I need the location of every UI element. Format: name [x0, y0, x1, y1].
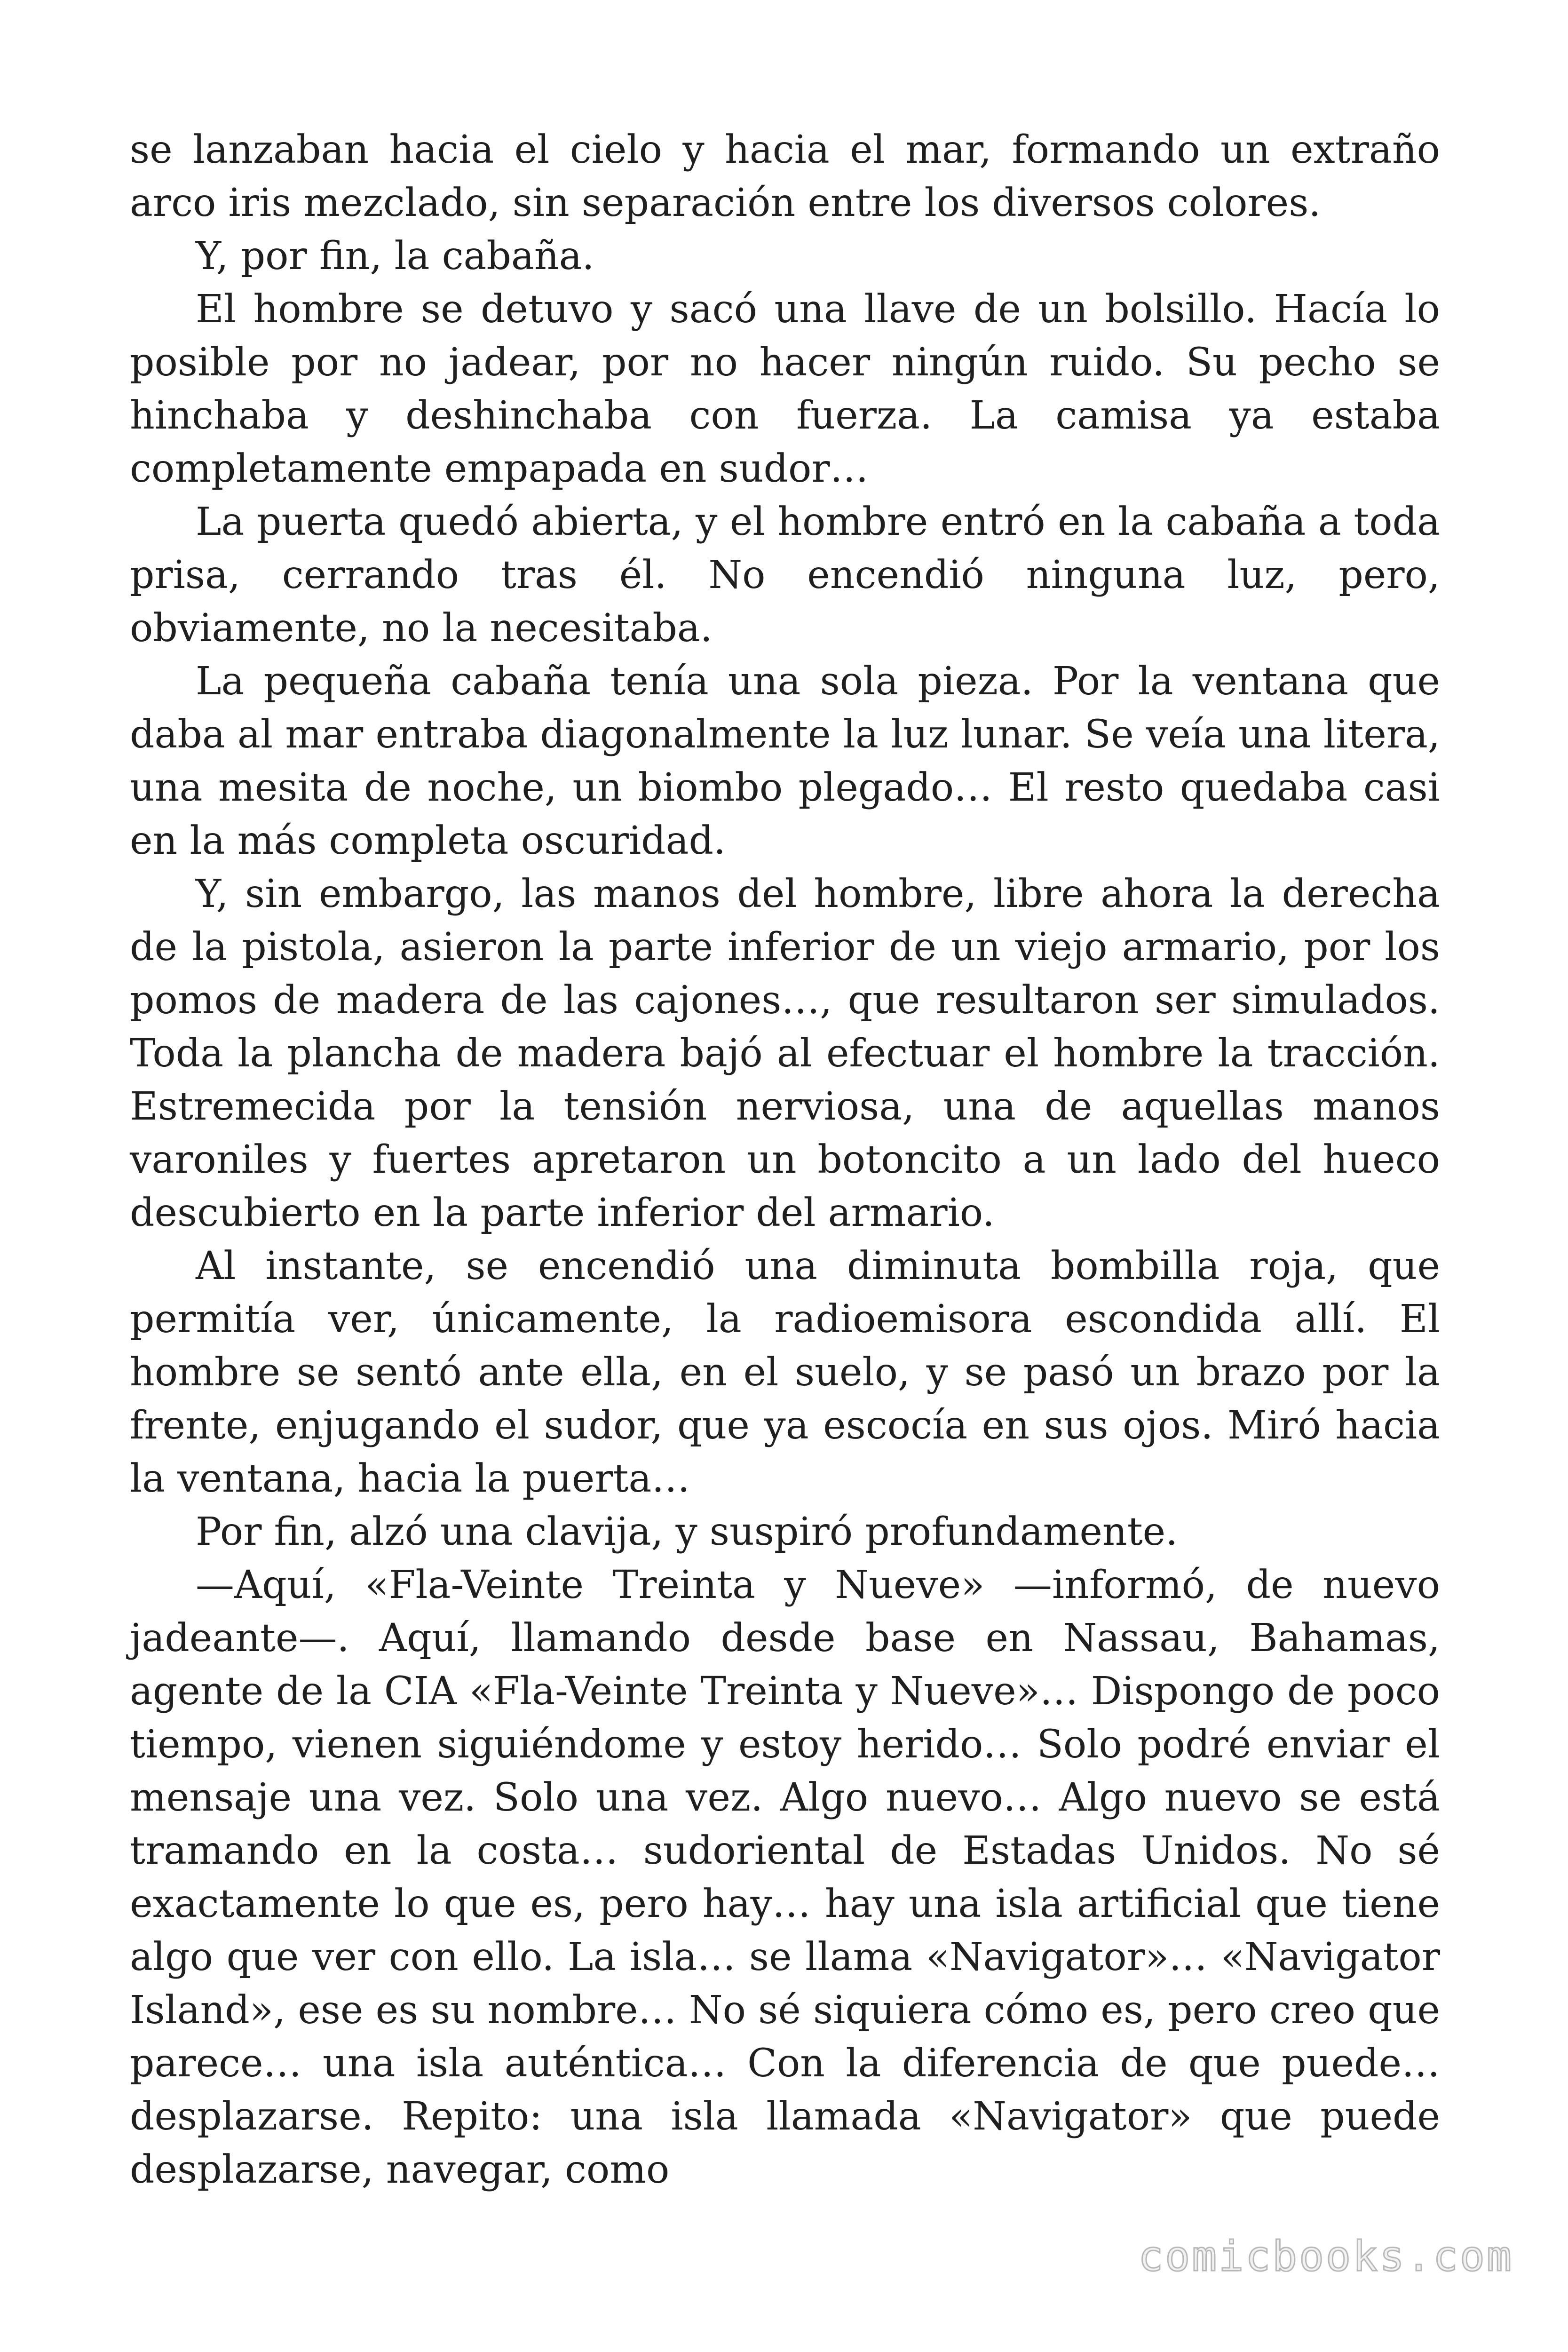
paragraph: Y, sin embargo, las manos del hombre, libre ahora la derecha de la pistola, asieron la parte inferior de un viejo armario, por los pomos de madera de las cajones…, que resultaron ser simulados. Toda la plancha de madera bajó al efectuar el hombre la tracción. Estremecida por la tensión nerviosa, una de aquellas manos varoniles y fuertes apretaron un botoncito a un lado del hueco descubierto en la parte inferior del armario.	[130, 872, 1440, 1235]
paragraph: El hombre se detuvo y sacó una llave de un bolsillo. Hacía lo posible por no jadear, por no hacer ningún ruido. Su pecho se hinchaba y deshinchaba con fuerza. La camisa ya estaba completamente empapada en sudor…	[130, 287, 1440, 491]
paragraph: La puerta quedó abierta, y el hombre entró en la cabaña a toda prisa, cerrando tras él. No encendió ninguna luz, pero, obviamente, no la necesitaba.	[130, 500, 1440, 651]
paragraph: —Aquí, «Fla-Veinte Treinta y Nueve» —informó, de nuevo jadeante—. Aquí, llamando desde base en Nassau, Bahamas, agente de la CIA «Fla-Veinte Treinta y Nueve»… Dispongo de poco tiempo, vienen siguiéndome y estoy herido… Solo podré enviar el mensaje una vez. Solo una vez. Algo nuevo… Algo nuevo se está tramando en la costa… sudoriental de Estadas Unidos. No sé exactamente lo que es, pero hay… hay una isla artificial que tiene algo que ver con ello. La isla… se llama «Navigator»… «Navigator Island», ese es su nombre… No sé siquiera cómo es, pero creo que parece… una isla auténtica… Con la diferencia de que puede… desplazarse. Repito: una isla llamada «Navigator» que puede desplazarse, navegar, como	[130, 1563, 1440, 2192]
paragraph: Al instante, se encendió una diminuta bombilla roja, que permitía ver, únicamente, la radioemisora escondida allí. El hombre se sentó ante ella, en el suelo, y se pasó un brazo por la frente, enjugando el sudor, que ya escocía en sus ojos. Miró hacia la ventana, hacia la puerta…	[130, 1244, 1440, 1501]
watermark: comicbooks.com	[1138, 2232, 1513, 2280]
paragraph: Y, por fin, la cabaña.	[196, 234, 594, 278]
body-text	[130, 123, 1440, 2196]
paragraph-continuation: se lanzaban hacia el cielo y hacia el mar, formando un extraño arco iris mezclado, sin separación entre los diversos colores.	[130, 127, 1440, 225]
paragraph: Por fin, alzó una clavija, y suspiró profundamente.	[196, 1510, 1178, 1554]
paragraph: La pequeña cabaña tenía una sola pieza. Por la ventana que daba al mar entraba diagonalmente la luz lunar. Se veía una litera, una mesita de noche, un biombo plegado… El resto quedaba casi en la más completa oscuridad.	[130, 659, 1440, 863]
